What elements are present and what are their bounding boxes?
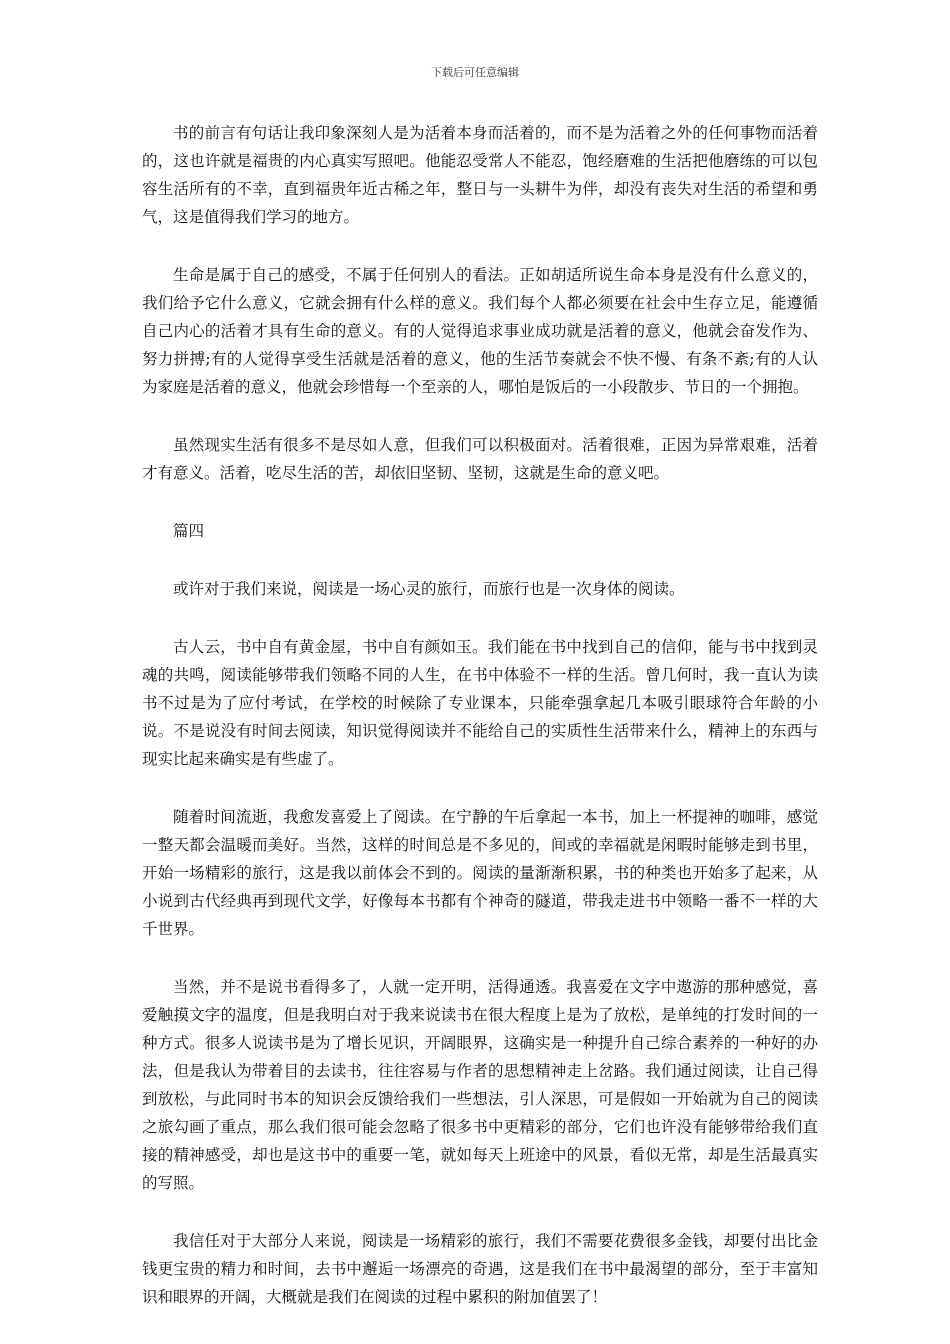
paragraph-6: 随着时间流逝，我愈发喜爱上了阅读。在宁静的午后拿起一本书，加上一杯提神的咖啡，感觉一整天都会温暖而美好。当然，这样的时间总是不多见的，间或的幸福就是闲暇时能够走到书里，开始一场精彩的旅行，这是我以前体会不到的。阅读的量渐渐积累，书的种类也开始多了起来，从小说到古代经典再到现代文学，好像每本书都有个神奇的隧道，带我走进书中领略一番不一样的大千世界。 [142, 808, 818, 938]
document-body [142, 119, 818, 1341]
page-header: 下载后可任意编辑 [431, 66, 519, 79]
paragraph-1: 书的前言有句话让我印象深刻人是为活着本身而活着的，而不是为活着之外的任何事物而活着的，这也许就是福贵的内心真实写照吧。他能忍受常人不能忍，饱经磨难的生活把他磨练的可以包容生活所有的不幸，直到福贵年近古稀之年，整日与一头耕牛为伴，却没有丧失对生活的希望和勇气，这是值得我们学习的地方。 [142, 124, 818, 226]
paragraph-3: 虽然现实生活有很多不是尽如人意，但我们可以积极面对。活着很难，正因为异常艰难，活着才有意义。活着，吃尽生活的苦，却依旧坚韧、坚韧，这就是生命的意义吧。 [142, 436, 818, 482]
paragraph-7: 当然，并不是说书看得多了，人就一定开明，活得通透。我喜爱在文字中遨游的那种感觉，喜爱触摸文字的温度，但是我明白对于我来说读书在很大程度上是为了放松，是单纯的打发时间的一种方式。很多人说读书是为了增长见识，开阔眼界，这确实是一种提升自己综合素养的一种好的办法，但是我认为带着目的去读书，往往容易与作者的思想精神走上岔路。我们通过阅读，让自己得到放松，与此同时书本的知识会反馈给我们一些想法，引人深思，可是假如一开始就为自己的阅读之旅勾画了重点，那么我们很可能会忽略了很多书中更精彩的部分，它们也许没有能够带给我们直接的精神感受，却也是这书中的重要一笔，就如每天上班途中的风景，看似无常，却是生活最真实的写照。 [142, 978, 818, 1192]
paragraph-2: 生命是属于自己的感受，不属于任何别人的看法。正如胡适所说生命本身是没有什么意义的，我们给予它什么意义，它就会拥有什么样的意义。我们每个人都必须要在社会中生存立足，能遵循自己内心的活着才具有生命的意义。有的人觉得追求事业成功就是活着的意义，他就会奋发作为、努力拼搏;有的人觉得享受生活就是活着的意义，他的生活节奏就会不快不慢、有条不紊;有的人认为家庭是活着的意义，他就会珍惜每一个至亲的人，哪怕是饭后的一小段散步、节日的一个拥抱。 [142, 266, 818, 396]
paragraph-4: 或许对于我们来说，阅读是一场心灵的旅行，而旅行也是一次身体的阅读。 [173, 580, 685, 598]
paragraph-5: 古人云，书中自有黄金屋，书中自有颜如玉。我们能在书中找到自己的信仰，能与书中找到灵魂的共鸣，阅读能够带我们领略不同的人生，在书中体验不一样的生活。曾几何时，我一直认为读书不过是为了应付考试，在学校的时候除了专业课本，只能牵强拿起几本吸引眼球符合年龄的小说。不是说没有时间去阅读，知识觉得阅读并不能给自己的实质性生活带来什么，精神上的东西与现实比起来确实是有些虚了。 [142, 638, 818, 768]
section-heading: 篇四 [173, 522, 205, 540]
paragraph-8: 我信任对于大部分人来说，阅读是一场精彩的旅行，我们不需要花费很多金钱，却要付出比金钱更宝贵的精力和时间，去书中邂逅一场漂亮的奇遇，这是我们在书中最渴望的部分，至于丰富知识和眼界的开阔，大概就是我们在阅读的过程中累积的附加值罢了！ [142, 1232, 818, 1306]
